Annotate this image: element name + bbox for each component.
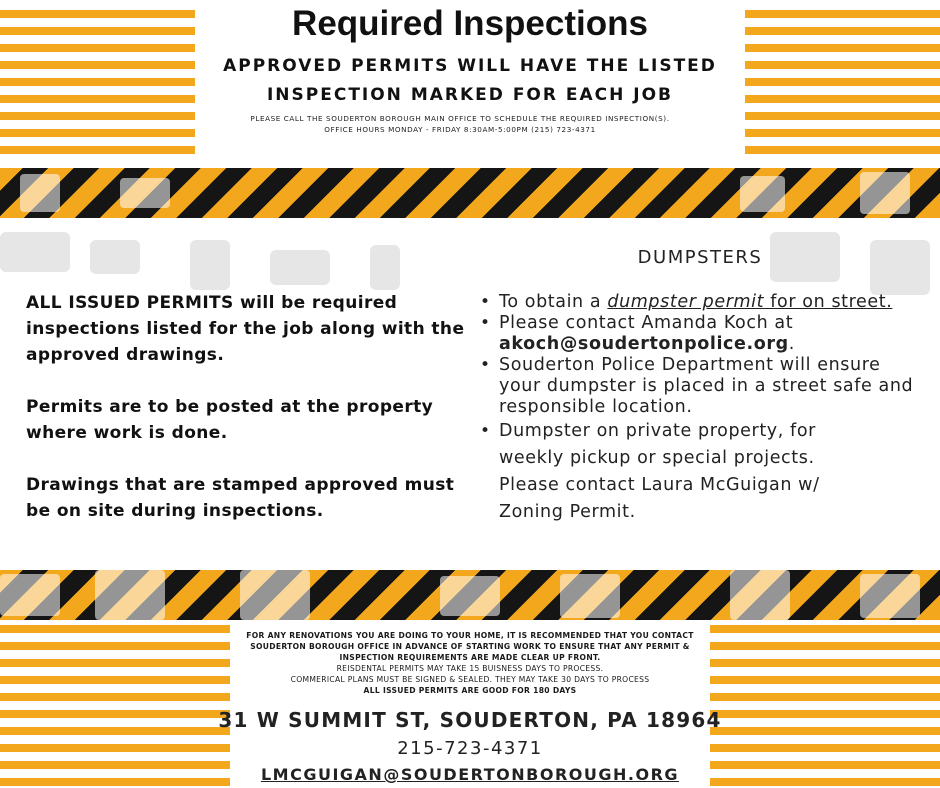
tool-silhouette — [740, 176, 785, 212]
permit-bold: ALL ISSUED PERMITS — [26, 293, 234, 313]
contact-email[interactable]: LMCGUIGAN@SOUDERTONBOROUGH.ORG — [260, 765, 680, 784]
tool-silhouette — [95, 570, 165, 620]
list-item — [478, 418, 928, 526]
permit-text: will be required inspections listed for the job along with the approved drawings. — [26, 293, 465, 365]
hazard-band-bottom — [0, 570, 940, 620]
dumpsters-list — [478, 292, 928, 526]
list-text: . — [788, 334, 795, 354]
list-item — [478, 313, 928, 355]
tool-silhouette — [190, 240, 230, 290]
tool-silhouette — [440, 576, 500, 616]
renovation-note — [230, 630, 710, 696]
list-text: Please contact Amanda Koch at — [499, 313, 794, 333]
office-hours: OFFICE HOURS MONDAY - FRIDAY 8:30AM-5:00PM (215) 723-4371 — [324, 125, 596, 134]
police-email[interactable]: akoch@soudertonpolice.org — [499, 334, 789, 354]
tool-silhouette — [560, 574, 620, 618]
tool-silhouette — [20, 174, 60, 212]
permit-paragraph: Permits are to be posted at the property where work is done. — [26, 397, 434, 443]
tool-silhouette — [270, 250, 330, 285]
schedule-note-line: PLEASE CALL THE SOUDERTON BOROUGH MAIN OFFICE TO SCHEDULE THE REQUIRED INSPECTION(S). — [250, 114, 670, 123]
list-text: To obtain a — [499, 292, 608, 312]
commercial-note: COMMERICAL PLANS MUST BE SIGNED & SEALED. THEY MAY TAKE 30 DAYS TO PROCESS — [290, 675, 650, 684]
hazard-band-top — [0, 168, 940, 218]
tool-silhouette — [730, 570, 790, 620]
page-title: Required Inspections — [292, 4, 648, 43]
renovation-advice: FOR ANY RENOVATIONS YOU ARE DOING TO YOUR HOME, IT IS RECOMMENDED THAT YOU CONTACT SOUDERTON BOROUGH OFFICE IN ADVANCE OF STARTING WORK TO ENSURE THAT ANY PERMIT & INSPECTION REQUIREMENTS ARE MADE CLEAR UP FRONT. — [246, 631, 694, 662]
tool-silhouette — [0, 574, 60, 616]
tool-silhouette — [860, 172, 910, 214]
list-line: weekly pickup or special projects. — [499, 448, 815, 468]
permit-validity: ALL ISSUED PERMITS ARE GOOD FOR 180 DAYS — [363, 686, 577, 695]
address: 31 W SUMMIT ST, SOUDERTON, PA 18964 — [218, 708, 722, 732]
tool-silhouette — [370, 245, 400, 290]
list-line: Zoning Permit. — [499, 502, 636, 522]
list-item — [478, 292, 928, 313]
list-line: Please contact Laura McGuigan w/ — [499, 475, 820, 495]
bottom-left-stripes — [0, 625, 230, 788]
dumpsters-heading: DUMPSTERS — [637, 247, 763, 268]
subtitle-line: INSPECTION MARKED FOR EACH JOB — [266, 85, 674, 105]
tool-silhouette — [870, 240, 930, 295]
permit-paragraph — [26, 290, 466, 368]
bottom-right-stripes — [710, 625, 940, 788]
tool-silhouette — [120, 178, 170, 208]
residential-note: REISDENTAL PERMITS MAY TAKE 15 BUISNESS DAYS TO PROCESS. — [336, 664, 604, 673]
list-line: • Dumpster on private property, for — [499, 421, 816, 441]
tool-silhouette — [90, 240, 140, 274]
permit-requirements — [26, 290, 466, 550]
schedule-note — [240, 113, 680, 135]
subtitle-line: APPROVED PERMITS WILL HAVE THE LISTED — [223, 56, 717, 76]
dumpster-permit-link[interactable]: dumpster permit — [607, 292, 765, 312]
tool-silhouette — [860, 574, 920, 618]
subtitle — [200, 52, 740, 110]
list-text: for on street. — [764, 292, 893, 312]
list-item: • Souderton Police Department will ensure your dumpster is placed in a street safe and responsible location. — [478, 355, 928, 418]
tool-silhouette — [0, 232, 70, 272]
tool-silhouette — [240, 570, 310, 620]
phone-number[interactable]: 215-723-4371 — [397, 738, 543, 759]
permit-paragraph: Drawings that are stamped approved must be on site during inspections. — [26, 475, 455, 521]
